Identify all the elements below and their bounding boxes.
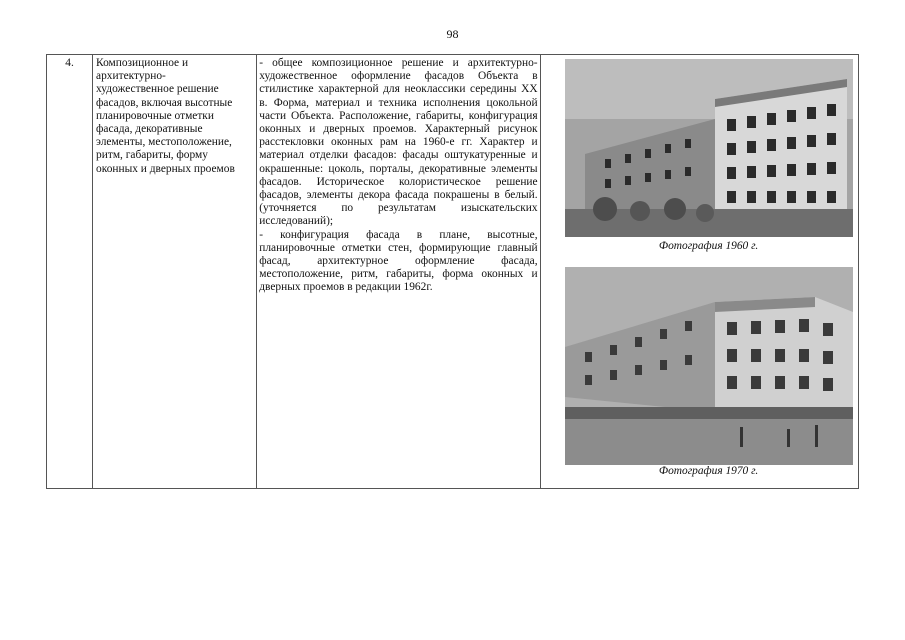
row-number: 4. xyxy=(47,55,93,489)
table-row xyxy=(47,55,859,489)
subject-name-line: Композиционное и xyxy=(96,57,189,69)
subject-name-line: фасадов, включая высотные xyxy=(96,96,233,109)
description-paragraph: - общее композиционное решение и архитектурно-художественное оформление фасадов Объекта в стилистике характерной для неоклассики середины XX в. Форма, материал и техника исполнения цокольной части Объекта. Расположение, габариты, конфигурация оконных и дверных проемов. Характерный рисунок расстекловки оконных рам на 1960-е гг. Характер и материал отделки фасадов: фасады оштукатуренные и окрашенные: цоколь, порталы, декоративные элементы фасадов. Историческое колористическое решение фасадов, элементы декора фасада покрашены в белый. (уточняется по результатам изыскательских исследований); xyxy=(259,57,538,228)
photo-1970 xyxy=(565,267,853,465)
photo-caption-1970: Фотография 1970 г. xyxy=(658,465,759,477)
description-cell xyxy=(257,55,540,489)
photo-caption-1960: Фотография 1960 г. xyxy=(658,240,759,252)
subject-name-line: планировочные отметки xyxy=(96,109,214,122)
subject-name-line: художественное решение xyxy=(96,83,219,96)
building-photo-1970-image xyxy=(565,267,853,465)
subject-name-line: элементы, местоположение, xyxy=(96,136,232,149)
subject-name-cell xyxy=(93,55,257,489)
subject-name-line: фасада, декоративные xyxy=(96,123,203,136)
subject-name-line: оконных и дверных проемов xyxy=(96,162,235,175)
subject-name-line: ритм, габариты, форму xyxy=(96,149,208,162)
photo-1960 xyxy=(565,59,853,237)
building-photo-1960-image xyxy=(565,59,853,237)
description-paragraph: - конфигурация фасада в плане, высотные, планировочные отметки стен, формирующие главный фасад, архитектурное оформление фасада, местоположение, ритм, габариты, форма оконных и дверных проемов в редакции 1962г. xyxy=(259,228,538,294)
heritage-table xyxy=(46,54,859,489)
page-number: 98 xyxy=(446,27,459,41)
subject-name-line: архитектурно- xyxy=(96,70,166,83)
photo-cell xyxy=(540,55,858,489)
